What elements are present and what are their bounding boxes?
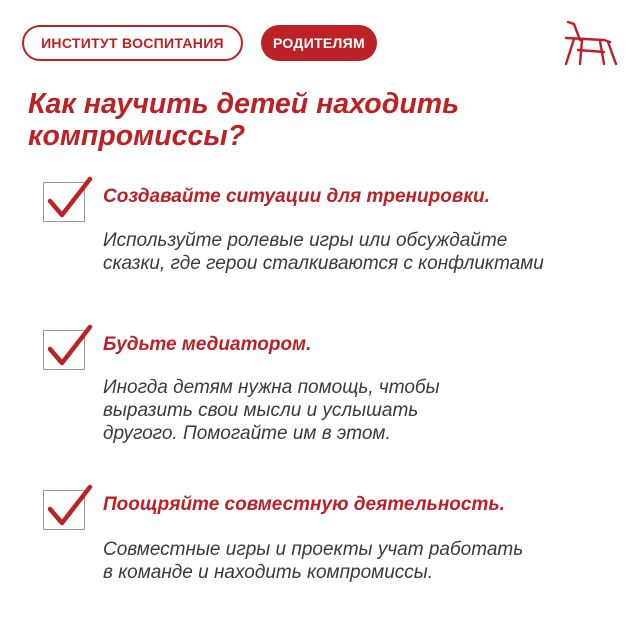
page-title <box>28 88 618 152</box>
chair-logo-icon <box>560 18 618 68</box>
tip-heading: Создавайте ситуации для тренировки. <box>103 186 490 207</box>
checkbox[interactable] <box>43 182 85 222</box>
tip-body <box>103 538 623 584</box>
parents-tag[interactable]: РОДИТЕЛЯМ <box>261 25 377 61</box>
title-line-1: Как научить детей находить <box>28 88 459 120</box>
checkbox[interactable] <box>43 490 85 530</box>
tip-body-line: другого. Помогайте им в этом. <box>103 423 391 444</box>
checkmark-icon <box>44 483 92 531</box>
tip-body-line: сказки, где герои сталкиваются с конфликтами <box>103 253 544 274</box>
checkmark-icon <box>44 323 92 371</box>
tip-body-line: выразить свои мысли и услышать <box>103 400 419 421</box>
checkmark-icon <box>44 175 92 223</box>
title-line-2: компромиссы? <box>28 120 246 152</box>
tip-body-line: Используйте ролевые игры или обсуждайте <box>103 230 508 251</box>
tip-body <box>103 376 623 445</box>
tip-body <box>103 229 623 275</box>
tip-body-line: Совместные игры и проекты учат работать <box>103 539 524 560</box>
tip-body-line: Иногда детям нужна помощь, чтобы <box>103 377 440 398</box>
tip-body-line: в команде и находить компромиссы. <box>103 562 434 583</box>
institute-tag[interactable]: ИНСТИТУТ ВОСПИТАНИЯ <box>22 25 243 61</box>
tip-heading: Будьте медиатором. <box>103 334 312 355</box>
tip-heading: Поощряйте совместную деятельность. <box>103 494 505 515</box>
checkbox[interactable] <box>43 330 85 370</box>
